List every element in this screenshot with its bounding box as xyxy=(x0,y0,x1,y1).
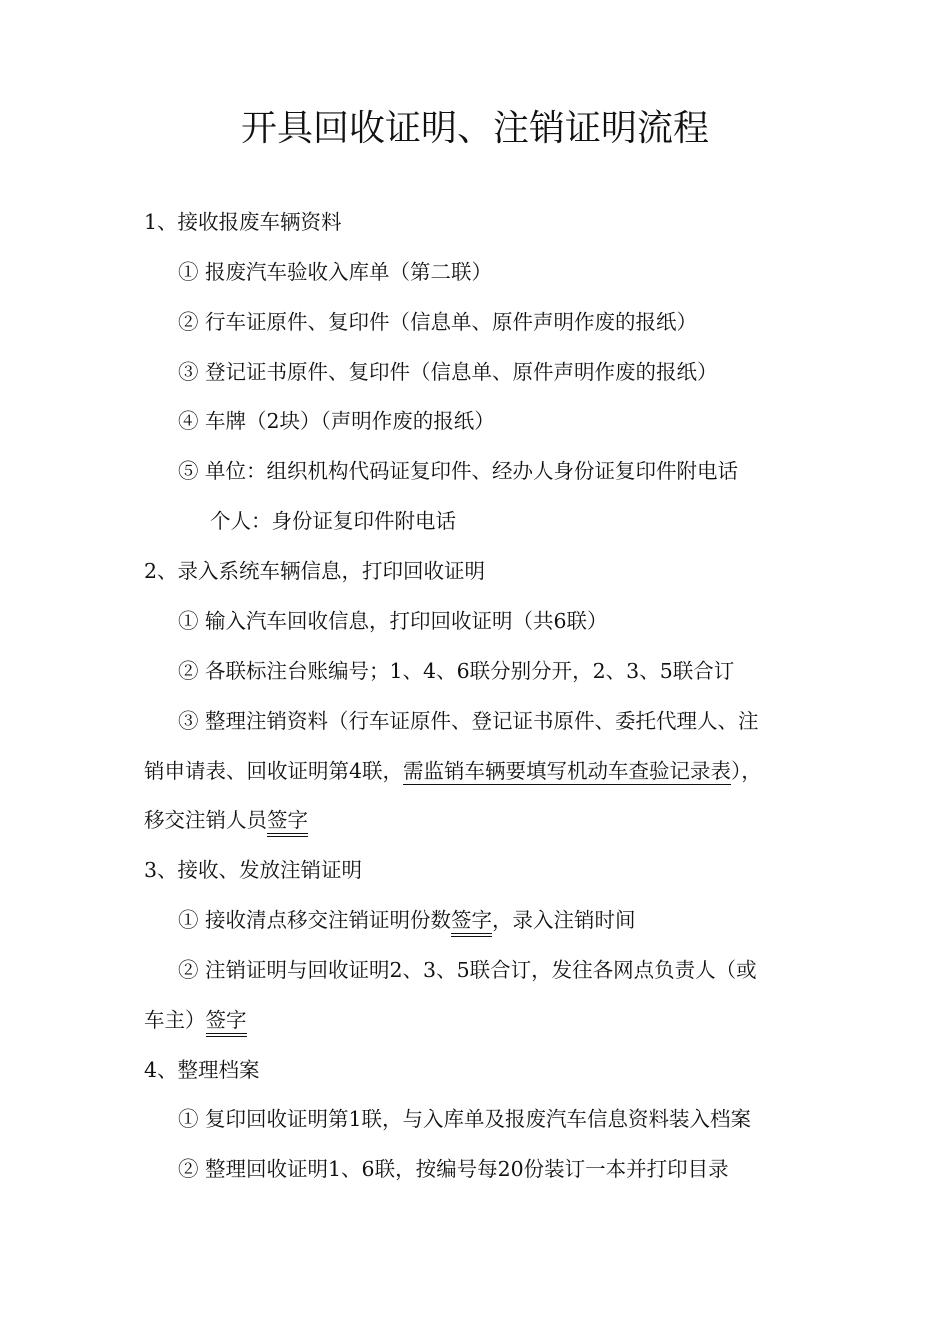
section-2-item-3-line-1: ③ 整理注销资料（行车证原件、登记证书原件、委托代理人、注 xyxy=(178,709,759,733)
section-4-heading: 4、整理档案 xyxy=(144,1058,260,1082)
section-1-item-4: ④ 车牌（2块）（声明作废的报纸） xyxy=(178,409,495,433)
section-4-item-1: ① 复印回收证明第1联，与入库单及报废汽车信息资料装入档案 xyxy=(178,1107,752,1131)
section-1-item-1: ① 报废汽车验收入库单（第二联） xyxy=(178,260,493,284)
text-span: ① 接收清点移交注销证明份数 xyxy=(178,908,452,932)
signature-underlined: 签字 xyxy=(451,908,492,937)
signature-underlined: 签字 xyxy=(267,808,308,837)
section-3-item-1 xyxy=(178,905,636,935)
section-1-item-5-continued: 个人：身份证复印件附电话 xyxy=(210,509,456,533)
section-1-item-5: ⑤ 单位：组织机构代码证复印件、经办人身份证复印件附电话 xyxy=(178,459,739,483)
section-3-item-2-line-1: ② 注销证明与回收证明2、3、5联合订，发往各网点负责人（或 xyxy=(178,958,757,982)
text-span: ，录入注销时间 xyxy=(492,908,636,932)
text-span: ）， xyxy=(731,759,762,783)
section-2-item-1: ① 输入汽车回收信息，打印回收证明（共6联） xyxy=(178,609,608,633)
text-span: 销申请表、回收证明第4联， xyxy=(144,759,404,783)
text-span: 移交注销人员 xyxy=(144,808,267,832)
section-3-heading: 3、接收、发放注销证明 xyxy=(144,858,363,882)
text-span: 车主） xyxy=(144,1008,206,1032)
section-2-item-3-line-3 xyxy=(144,805,308,835)
section-2-item-3-line-2 xyxy=(144,756,762,786)
section-1-item-2: ② 行车证原件、复印件（信息单、原件声明作废的报纸） xyxy=(178,310,698,334)
section-3-item-2-line-2 xyxy=(144,1005,247,1035)
section-1-item-3: ③ 登记证书原件、复印件（信息单、原件声明作废的报纸） xyxy=(178,360,718,384)
underlined-note: 需监销车辆要填写机动车查验记录表 xyxy=(403,759,732,783)
signature-underlined: 签字 xyxy=(206,1008,247,1037)
section-2-heading: 2、录入系统车辆信息，打印回收证明 xyxy=(144,559,486,583)
section-2-item-2: ② 各联标注台账编号；1、4、6联分别分开，2、3、5联合订 xyxy=(178,659,735,683)
section-4-item-2: ② 整理回收证明1、6联，按编号每20份装订一本并打印目录 xyxy=(178,1157,729,1181)
page-title: 开具回收证明、注销证明流程 xyxy=(240,108,709,149)
section-1-heading: 1、接收报废车辆资料 xyxy=(144,210,342,234)
